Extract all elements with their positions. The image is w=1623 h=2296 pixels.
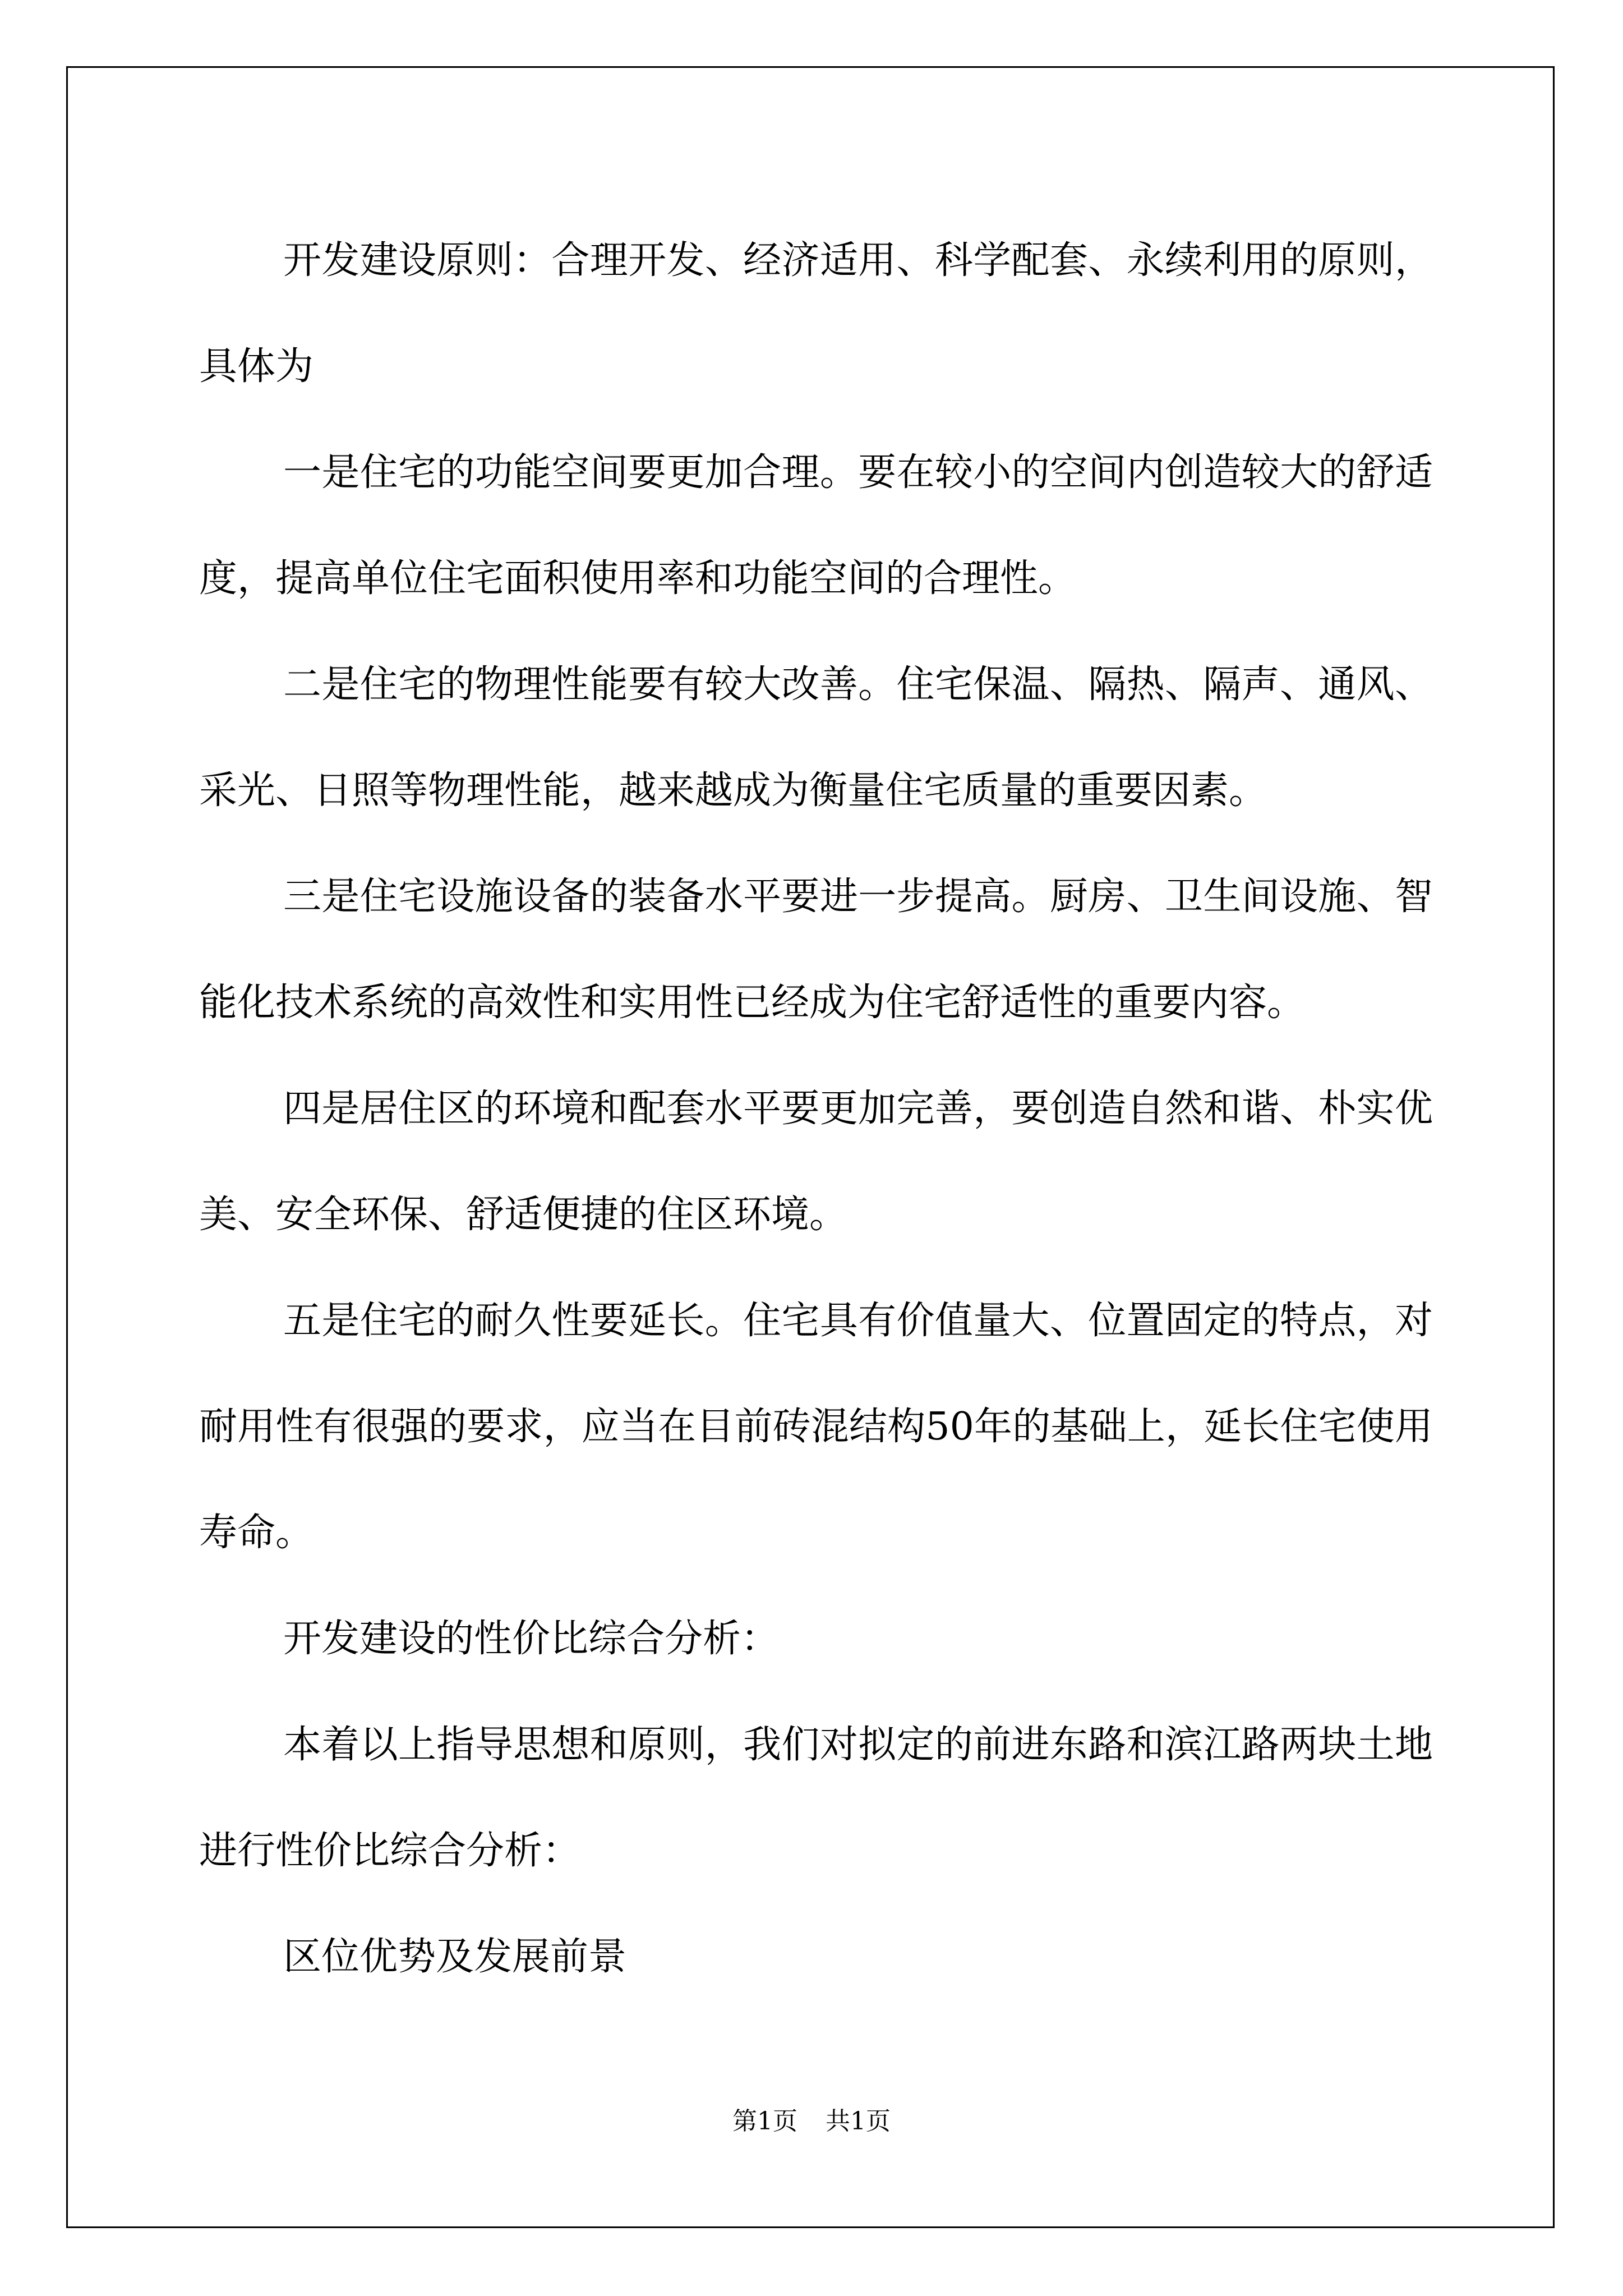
- paragraph-location-heading: 区位优势及发展前景: [283, 1935, 627, 1979]
- paragraph-point-1: 一是住宅的功能空间要更加合理。要在较小的空间内创造较大的舒适度，提高单位住宅面积使用率和功能空间的合理性。: [199, 450, 1433, 601]
- paragraph-point-2: 二是住宅的物理性能要有较大改善。住宅保温、隔热、隔声、通风、采光、日照等物理性能，越来越成为衡量住宅质量的重要因素。: [199, 662, 1433, 813]
- page-total: 共1页: [826, 2107, 891, 2136]
- page-footer: [0, 2101, 1623, 2137]
- paragraph-point-4: 四是居住区的环境和配套水平要更加完善，要创造自然和谐、朴实优美、安全环保、舒适便捷的住区环境。: [199, 1087, 1433, 1237]
- page-number: 第1页: [732, 2107, 797, 2136]
- paragraph-point-3: 三是住宅设施设备的装备水平要进一步提高。厨房、卫生间设施、智能化技术系统的高效性和实用性已经成为住宅舒适性的重要内容。: [199, 875, 1433, 1025]
- document-body: [199, 208, 1433, 2010]
- paragraph-analysis-intro: 本着以上指导思想和原则，我们对拟定的前进东路和滨江路两块土地进行性价比综合分析：: [199, 1723, 1433, 1873]
- paragraph-analysis-heading: 开发建设的性价比综合分析：: [283, 1617, 780, 1661]
- paragraph-point-5: 五是住宅的耐久性要延长。住宅具有价值量大、位置固定的特点，对耐用性有很强的要求，应当在目前砖混结构50年的基础上，延长住宅使用寿命。: [199, 1299, 1433, 1555]
- paragraph-principles: 开发建设原则：合理开发、经济适用、科学配套、永续利用的原则，具体为: [199, 238, 1433, 389]
